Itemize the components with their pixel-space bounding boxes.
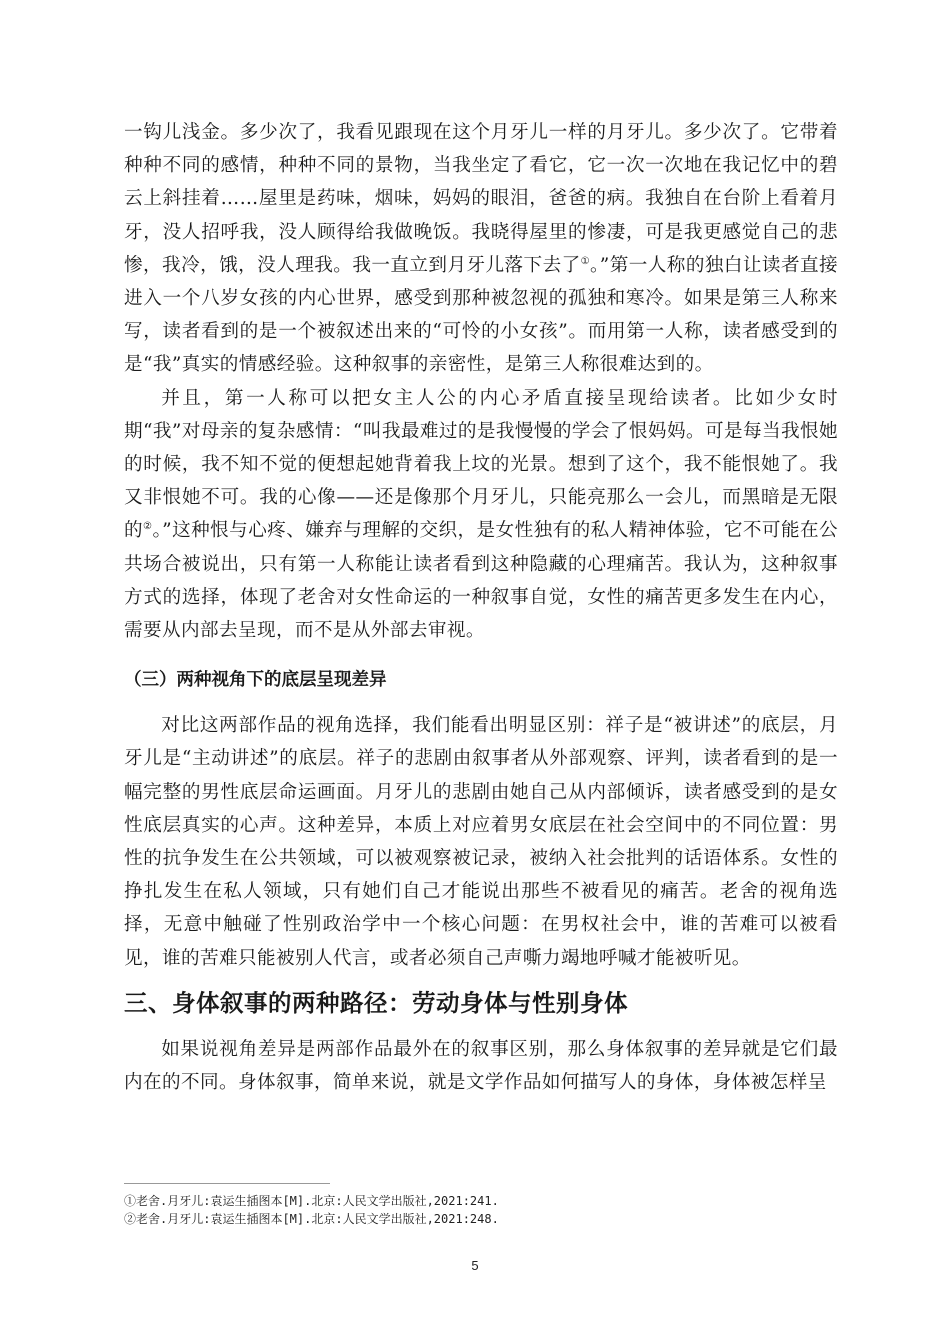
- subsection-heading: （三）两种视角下的底层呈现差异: [124, 670, 387, 691]
- footnote-separator: [124, 1183, 330, 1184]
- paragraph-text: 。”第一人称的独白让读者直接进入一个八岁女孩的内心世界，感受到那种被忽视的孤独和寒冷。如果是第三人称来写，读者看到的是一个被叙述出来的“可怜的小女孩”。而用第一人称，读者感受到的是“我”真实的情感经验。这种叙事的亲密性，是第三人称很难达到的。: [124, 254, 838, 376]
- paragraph-comparison: 对比这两部作品的视角选择，我们能看出明显区别：祥子是“被讲述”的底层，月牙儿是“主动讲述”的底层。祥子的悲剧由叙事者从外部观察、评判，读者看到的是一幅完整的男性底层命运画面。月牙儿的悲剧由她自己从内部倾诉，读者感受到的是女性底层真实的心声。这种差异，本质上对应着男女底层在社会空间中的不同位置：男性的抗争发生在公共领域，可以被观察被记录，被纳入社会批判的话语体系。女性的挣扎发生在私人领域，只有她们自己才能说出那些不被看见的痛苦。老舍的视角选择，无意中触碰了性别政治学中一个核心问题：在男权社会中，谁的苦难可以被看见，谁的苦难只能被别人代言，或者必须自己声嘶力竭地呼喊才能被听见。: [124, 715, 838, 969]
- page-number: 5: [471, 1258, 479, 1273]
- paragraph-text: 并且，第一人称可以把女主人公的内心矛盾直接呈现给读者。比如少女时期“我”对母亲的复杂感情：“叫我最难过的是我慢慢的学会了恨妈妈。可是每当我恨她的时候，我不知不觉的便想起她背着我上坟的光景。想到了这个，我不能恨她了。我又非恨她不可。我的心像——还是像那个月牙儿，只能亮那么一会儿，而黑暗是无限的: [124, 387, 838, 542]
- paragraph-quote-continuation: [124, 116, 838, 382]
- paragraph-inner-conflict: [124, 382, 838, 648]
- paragraph-text: 。”这种恨与心疼、嫌弃与理解的交织，是女性独有的私人精神体验，它不可能在公共场合被说出，只有第一人称能让读者看到这种隐藏的心理痛苦。我认为，这种叙事方式的选择，体现了老舍对女性命运的一种叙事自觉，女性的痛苦更多发生在内心，需要从内部去呈现，而不是从外部去审视。: [124, 520, 838, 642]
- paragraph-text: 一钩儿浅金。多少次了，我看见跟现在这个月牙儿一样的月牙儿。多少次了。它带着种种不同的感情，种种不同的景物，当我坐定了看它，它一次一次地在我记忆中的碧云上斜挂着……屋里是药味，烟味，妈妈的眼泪，爸爸的病。我独自在台阶上看着月牙，没人招呼我，没人顾得给我做晚饭。我晓得屋里的惨凄，可是我更感觉自己的悲惨，我冷，饿，没人理我。我一直立到月牙儿落下去了: [124, 122, 838, 276]
- footnote-1: ①老舍.月牙儿:袁运生插图本[M].北京:人民文学出版社,2021:241.: [124, 1194, 499, 1208]
- footnote-ref-2[interactable]: ②: [143, 521, 153, 533]
- section-heading: 三、身体叙事的两种路径：劳动身体与性别身体: [124, 988, 628, 1017]
- footnote-2: ②老舍.月牙儿:袁运生插图本[M].北京:人民文学出版社,2021:248.: [124, 1212, 499, 1226]
- footnotes: [124, 1192, 838, 1228]
- page-body: [124, 116, 838, 1099]
- paragraph-body-narrative: 如果说视角差异是两部作品最外在的叙事区别，那么身体叙事的差异就是它们最内在的不同。身体叙事，简单来说，就是文学作品如何描写人的身体，身体被怎样呈: [124, 1038, 838, 1094]
- footnote-ref-1[interactable]: ①: [580, 255, 591, 267]
